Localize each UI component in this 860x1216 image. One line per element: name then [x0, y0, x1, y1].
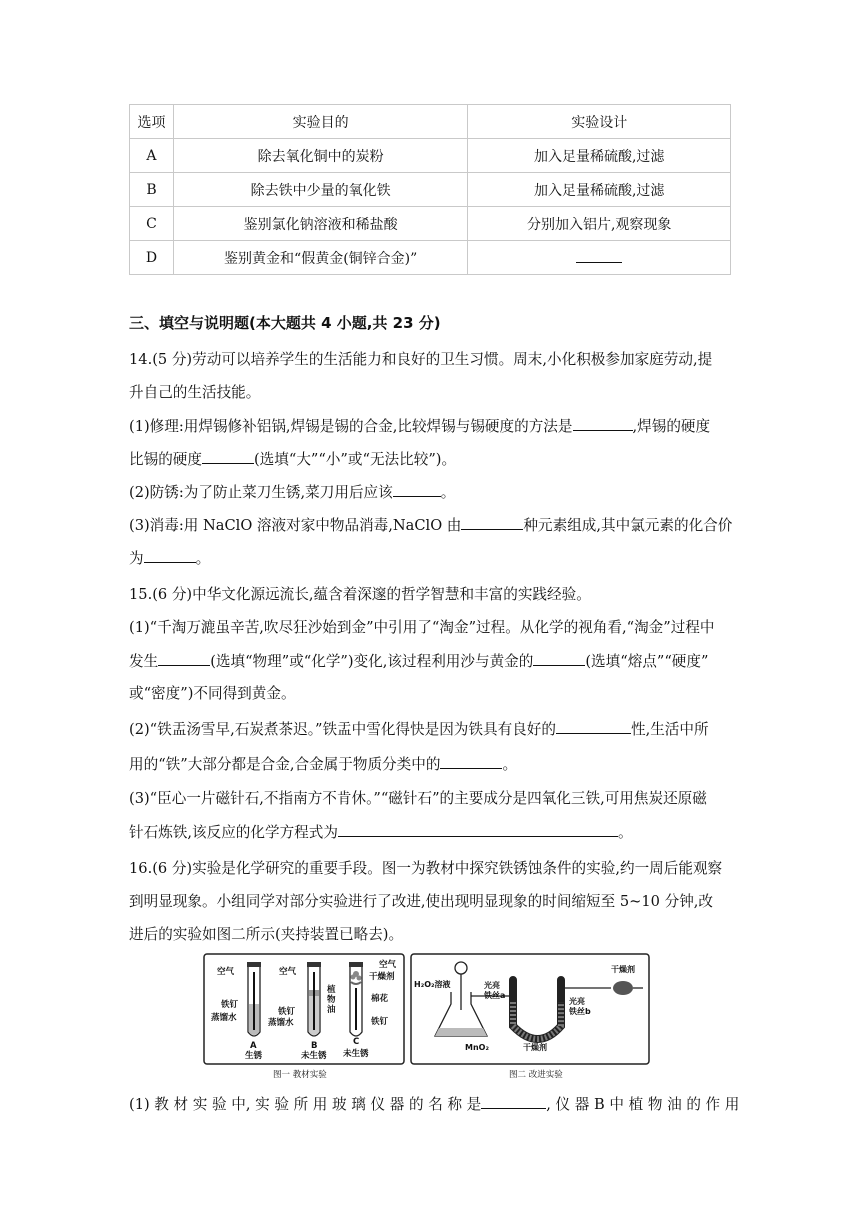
answer-blank[interactable]: [393, 482, 441, 497]
label-dry-agent: 干燥剂: [369, 972, 395, 982]
answer-blank[interactable]: [481, 1094, 546, 1109]
figure-one-caption: 图一 教材实验: [273, 1070, 327, 1080]
answer-blank[interactable]: [202, 449, 254, 464]
q15-line-5: (2)“铁盂汤雪早,石炭煮茶迟。”铁盂中雪化得快是因为铁具有良好的 性,生活中所: [129, 721, 709, 738]
label-no-rust-c: 未生锈: [343, 1049, 369, 1059]
cell-option: A: [130, 139, 174, 173]
cell-design: 分别加入铝片,观察现象: [468, 207, 731, 241]
label-nail-c: 铁钉: [371, 1017, 389, 1027]
q14-line-1: 14.(5 分)劳动可以培养学生的生活能力和良好的卫生习惯。周末,小化积极参加家庭劳动,提: [129, 351, 713, 368]
q15-line-7: (3)“臣心一片磁针石,不指南方不肯休。”“磁针石”的主要成分是四氧化三铁,可用焦炭还原磁: [129, 790, 707, 807]
label-rust: 生锈: [245, 1051, 263, 1061]
cell-design-blank: [468, 241, 731, 275]
answer-blank[interactable]: [338, 822, 618, 837]
label-no-rust-b: 未生锈: [301, 1051, 327, 1061]
header-design: 实验设计: [468, 105, 731, 139]
cell-option: B: [130, 173, 174, 207]
cell-purpose: 鉴别氯化钠溶液和稀盐酸: [173, 207, 467, 241]
answer-blank[interactable]: [461, 515, 523, 530]
answer-blank[interactable]: [576, 248, 622, 263]
header-purpose: 实验目的: [173, 105, 467, 139]
label-dry-right: 干燥剂: [611, 965, 635, 974]
cell-option: C: [130, 207, 174, 241]
label-mno2: MnO₂: [465, 1043, 489, 1052]
label-oil-1: 植: [327, 985, 336, 995]
label-tube-a: A: [250, 1041, 257, 1051]
label-water-b: 蒸馏水: [268, 1018, 294, 1028]
label-cotton: 棉花: [371, 994, 389, 1004]
label-drying-agent: 干燥剂: [523, 1043, 547, 1052]
q15-line-6: 用的“铁”大部分都是合金,合金属于物质分类中的 。: [129, 756, 518, 773]
answer-blank[interactable]: [533, 651, 585, 666]
cell-purpose: 除去铁中少量的氧化铁: [173, 173, 467, 207]
q15-line-1: 15.(6 分)中华文化源远流长,蕴含着深邃的哲学智慧和丰富的实践经验。: [129, 586, 591, 603]
table-header-row: [130, 105, 731, 139]
label-oil-3: 油: [327, 1005, 336, 1015]
cell-purpose: 鉴别黄金和“假黄金(铜锌合金)”: [173, 241, 467, 275]
q15-line-2: (1)“千淘万漉虽辛苦,吹尽狂沙始到金”中引用了“淘金”过程。从化学的视角看,“淘金”过程中: [129, 619, 715, 636]
test-tube-b: [307, 962, 321, 1036]
label-air-a: 空气: [217, 967, 235, 977]
q16-line-2: 到明显现象。小组同学对部分实验进行了改进,使出现明显现象的时间缩短至 5~10 分钟,改: [129, 893, 714, 910]
label-air-c: 空气: [379, 960, 397, 970]
label-h2o2: H₂O₂溶液: [414, 980, 451, 989]
table-row: [130, 173, 731, 207]
label-air-b: 空气: [279, 967, 297, 977]
label-nail-b: 铁钉: [278, 1007, 296, 1017]
answer-blank[interactable]: [158, 651, 210, 666]
label-tube-c: C: [353, 1037, 360, 1047]
label-bright-a-2: 铁丝a: [484, 991, 506, 1000]
header-option: 选项: [130, 105, 174, 139]
label-nail-a: 铁钉: [221, 1000, 239, 1010]
label-oil-2: 物: [327, 995, 336, 1005]
table-row: [130, 207, 731, 241]
options-table: [129, 104, 731, 275]
answer-blank[interactable]: [556, 719, 631, 734]
experiment-figure: [203, 952, 651, 1084]
q14-line-3: (1)修理:用焊锡修补铝锅,焊锡是锡的合金,比较焊锡与锡硬度的方法是 ,焊锡的硬度: [129, 418, 711, 435]
answer-blank[interactable]: [573, 416, 633, 431]
table-row: [130, 241, 731, 275]
label-tube-b: B: [311, 1041, 318, 1051]
q14-line-7: 为 。: [129, 550, 211, 567]
table-row: [130, 139, 731, 173]
figure-two-caption: 图二 改进实验: [509, 1070, 563, 1080]
q15-line-8: 针石炼铁,该反应的化学方程式为 。: [129, 824, 633, 841]
answer-blank[interactable]: [440, 754, 502, 769]
q16-line-3: 进后的实验如图二所示(夹持装置已略去)。: [129, 926, 404, 943]
q14-line-6: (3)消毒:用 NaClO 溶液对家中物品消毒,NaClO 由 种元素组成,其中氯元素的化合价: [129, 517, 733, 534]
cell-design: 加入足量稀硫酸,过滤: [468, 139, 731, 173]
label-bright-b-1: 光亮: [569, 997, 585, 1006]
answer-blank[interactable]: [144, 548, 196, 563]
label-bright-a-1: 光亮: [484, 981, 500, 990]
test-tube-c: [349, 962, 363, 1036]
cell-design: 加入足量稀硫酸,过滤: [468, 173, 731, 207]
q15-line-4: 或“密度”)不同得到黄金。: [129, 685, 296, 702]
section-title: 三、填空与说明题(本大题共 4 小题,共 23 分): [129, 314, 441, 332]
q14-line-4: 比锡的硬度 (选填“大”“小”或“无法比较”)。: [129, 451, 457, 468]
q16-line-1: 16.(6 分)实验是化学研究的重要手段。图一为教材中探究铁锈蚀条件的实验,约一周后能观察: [129, 860, 723, 877]
label-bright-b-2: 铁丝b: [569, 1007, 591, 1016]
q14-line-5: (2)防锈:为了防止菜刀生锈,菜刀用后应该 。: [129, 484, 456, 501]
q16-line-4: (1) 教 材 实 验 中, 实 验 所 用 玻 璃 仪 器 的 名 称 是 , 仪 器 B 中 植 物 油 的 作 用: [129, 1096, 740, 1113]
cell-purpose: 除去氧化铜中的炭粉: [173, 139, 467, 173]
q14-line-2: 升自己的生活技能。: [129, 384, 261, 401]
q15-line-3: 发生 (选填“物理”或“化学”)变化,该过程利用沙与黄金的 (选填“熔点”“硬度”: [129, 653, 709, 670]
test-tube-a: [247, 962, 261, 1036]
label-water-a: 蒸馏水: [211, 1013, 237, 1023]
cell-option: D: [130, 241, 174, 275]
